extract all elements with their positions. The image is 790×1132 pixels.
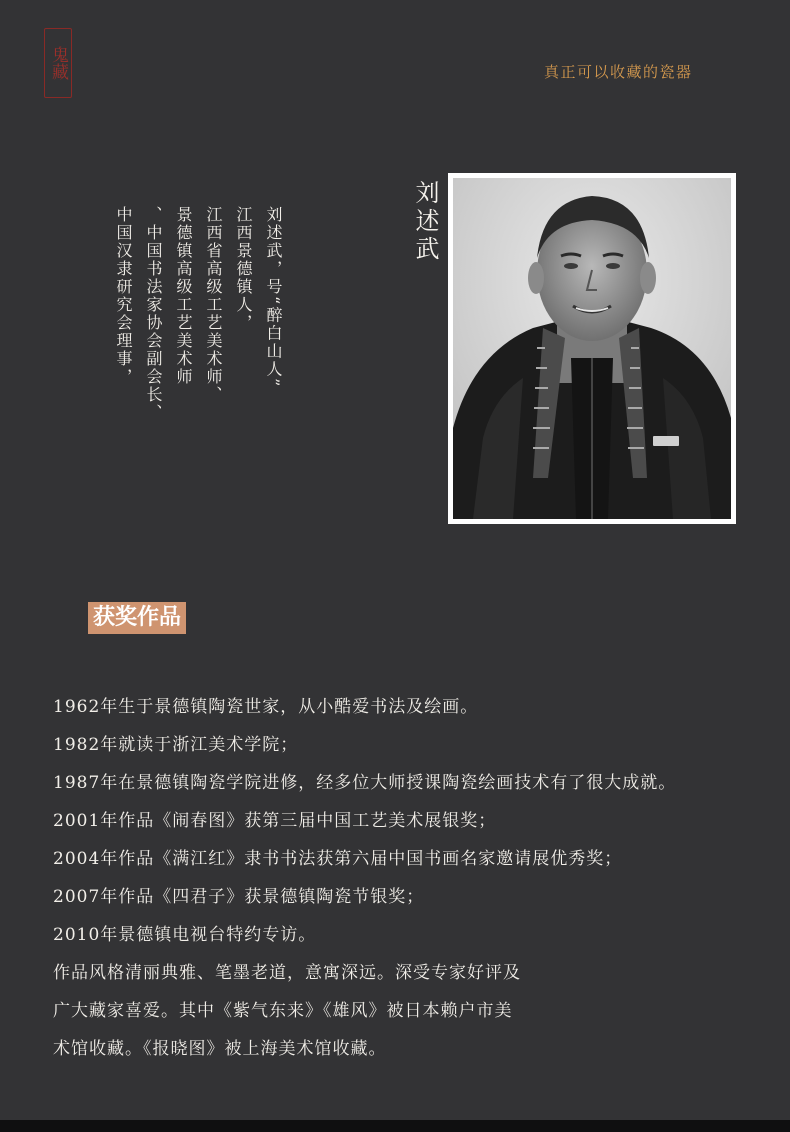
artist-portrait-photo <box>448 173 736 524</box>
bio-column: 中国汉隶研究会理事， <box>114 206 133 386</box>
artist-name: 刘述武 <box>411 180 439 264</box>
award-line: 广大藏家喜爱。其中《紫气东来》《雄风》被日本赖户市美 <box>53 1001 513 1021</box>
artist-bio <box>108 206 288 422</box>
award-line: 作品风格清丽典雅、笔墨老道，意寓深远。深受专家好评及 <box>53 963 521 983</box>
award-line: 2001年作品《闹春图》获第三届中国工艺美术展银奖； <box>53 811 497 831</box>
header-tagline: 真正可以收藏的瓷器 <box>544 63 693 81</box>
bottom-bar <box>0 1120 790 1132</box>
bio-column: 、中国书法家协会副会长、 <box>144 206 163 422</box>
award-line: 1982年就读于浙江美术学院； <box>53 735 299 755</box>
bio-column: 景德镇高级工艺美术师 <box>174 206 193 386</box>
award-line: 1962年生于景德镇陶瓷世家，从小酷爱书法及绘画。 <box>53 697 479 717</box>
section-title-awards: 获奖作品 <box>88 602 186 634</box>
awards-list <box>53 688 676 1068</box>
award-line: 2004年作品《满江红》隶书书法获第六届中国书画名家邀请展优秀奖； <box>53 849 623 869</box>
award-line: 2010年景德镇电视台特约专访。 <box>53 925 317 945</box>
bio-column: 江西省高级工艺美术师、 <box>204 206 223 404</box>
award-line: 1987年在景德镇陶瓷学院进修，经多位大师授课陶瓷绘画技术有了很大成就。 <box>53 773 677 793</box>
award-line: 术馆收藏。《报晓图》被上海美术馆收藏。 <box>53 1039 387 1059</box>
bio-column: 江西景德镇人， <box>234 206 253 332</box>
award-line: 2007年作品《四君子》获景德镇陶瓷节银奖； <box>53 887 425 907</box>
bio-column: 刘述武，号“醉白山人” <box>264 206 283 389</box>
seal-text: 鬼藏 <box>48 46 68 80</box>
portrait-illustration <box>453 178 731 519</box>
brand-seal-logo <box>44 28 72 98</box>
